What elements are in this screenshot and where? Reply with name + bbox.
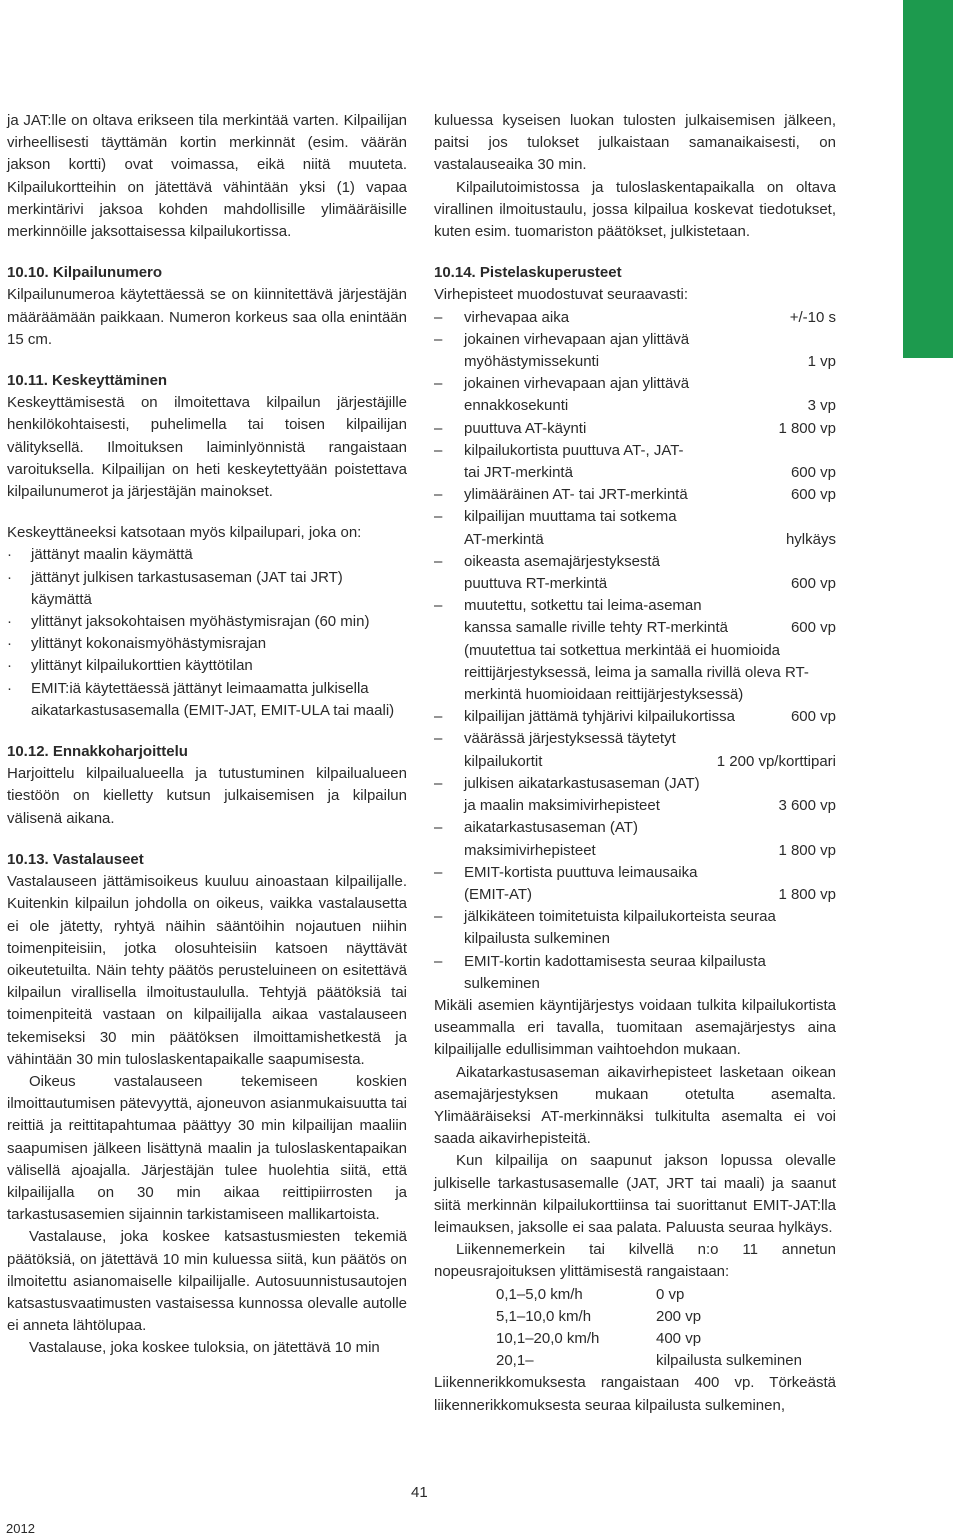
penalty-line [464,551,836,573]
penalty-value: 600 vp [790,708,836,726]
penalty-line [464,840,836,862]
penalty-item [434,307,836,329]
penalty-list [434,307,836,995]
vastalauseet-p3: Vastalause, joka koskee katsastusmiesten tekemiä päätöksiä, on jätettävä 10 min kuluessa siitä, kun päätös on ilmoitettu asianomaiselle kilpailijalle. Autosuunnistusautojen katsastusvaatimusten vastaisessa kunnossa olevalle autolle ei anneta lähtölupaa. [7,1228,407,1335]
penalty-line [464,462,836,484]
vastalauseet-p2: Oikeus vastalauseen tekemiseen koskien ilmoittautumisen pätevyyttä, ajoneuvon asianmukaisuutta tai reittiä ja reittitapahtumaa päättyy 30 min kilpailijan maaliin saapumisen jälkeen lisättynä maalin ja tuloslaskentapaikan välisellä ajoajalla. Järjestäjän tulee huolehtia siitä, että kilpailijalla on 30 min aikaa reittipiirrosten ja tarkastusasemien sijainnin tarkistamiseen mallikartoista. [7,1072,407,1224]
page-number: 41 [411,1484,428,1501]
penalty-value: 600 vp [790,486,836,504]
penalty-line [464,573,836,595]
penalty-value: hylkäys [785,530,836,548]
kayntijarjestys-paragraph: Mikäli asemien käyntijärjestys voidaan tulkita kilpailukortista useammalla eri tavalla, tuomitaan asemajärjestys aina kilpailijalle edullisimman vaihtoehdon mukaan. [434,996,836,1059]
penalty-item [434,862,836,906]
penalty-value: 1 800 vp [778,841,836,859]
penalty-text: – virhevapaa aika [464,308,570,326]
penalty-text: – väärässä järjestyksessä täytetyt [464,730,676,748]
penalty-line [464,529,836,551]
penalty-item [434,706,836,728]
penalty-item [434,906,836,950]
penalty-text: – ylimääräinen AT- tai JRT-merkintä [464,486,688,504]
heading-keskeyttaminen: 10.11. Keskeyttäminen [7,372,168,390]
penalty-text: ennakkosekunti [464,397,569,415]
penalty-text: (muutettua tai sotkettua merkintää ei huomioida reittijärjestyksessä, leima ja samalla rivillä oleva RT-merkintä huomioidaan reittijärjestyksessä) [464,641,809,704]
penalty-line [464,329,836,351]
penalty-line [464,706,836,728]
penalty-line [464,817,836,839]
list-item: · EMIT:iä käytettäessä jättänyt leimaamatta julkisella aikatarkastusasemalla (EMIT-JAT, EMIT-ULA tai maali) [7,678,407,722]
penalty-value: 1 vp [807,353,836,371]
speed-row [496,1306,836,1328]
penalty-text: – jokainen virhevapaan ajan ylittävä [464,375,690,393]
penalty-text: – kilpailijan muuttama tai sotkema [464,508,677,526]
list-item: · ylittänyt jaksokohtaisen myöhästymisrajan (60 min) [7,611,407,633]
vastalause-continuation: kuluessa kyseisen luokan tulosten julkaisemisen jälkeen, paitsi jos tulokset julkaistaan samanaikaisesti, on vastalauseaika 30 min. [434,112,836,174]
speed-range: 20,1– [496,1352,534,1370]
penalty-item [434,728,836,772]
penalty-text: – EMIT-kortin kadottamisesta seuraa kilpailusta sulkeminen [464,952,766,992]
penalty-text: kilpailukortit [464,752,543,770]
penalty-line [464,373,836,395]
heading-pistelaskuperusteet: 10.14. Pistelaskuperusteet [434,264,622,282]
speed-penalty-table [434,1284,836,1373]
penalty-line [464,951,836,995]
penalty-value: +/-10 s [789,308,836,326]
speed-penalty: 0 vp [656,1285,685,1303]
speed-row [496,1328,836,1350]
penalty-text: puuttuva RT-merkintä [464,575,608,593]
right-column [434,110,836,1417]
penalty-value: 600 vp [790,575,836,593]
penalty-value: 600 vp [790,619,836,637]
penalty-line [464,906,836,950]
penalty-value: 3 vp [807,397,836,415]
penalty-item [434,329,836,373]
penalty-value: 1 200 vp/korttipari [716,752,836,770]
penalty-text: maksimivirhepisteet [464,841,596,859]
penalty-line [464,795,836,817]
penalty-text: – aikatarkastusaseman (AT) [464,819,638,837]
vastalauseet-p1: Vastalauseen jättämisoikeus kuuluu ainoastaan kilpailijalle. Kuitenkin kilpailun johdolla on oikeus, vaikka vastalausetta ei ole jätetty, ryhtyä näihin sääntöihin nojautuen niihin toimenpiteisiin, jotka olosuhteisiin katsoen näyttävät oikeutetuilta. Näin tehty päätös perusteluineen on esitettävä kilpailun virallisella ilmoitustaululla. Tehtyjä päätöksiä tai toimenpiteitä vastaan on kilpailijalla aikaa vastalauseen tekemiseksi 30 min päätöksen ilmoittamishetkestä ja vähintään 30 min tuloslaskentapaikalle saapumisesta. [7,873,407,1068]
penalty-text: – puuttuva AT-käynti [464,419,587,437]
penalty-item [434,506,836,550]
penalty-text: – jokainen virhevapaan ajan ylittävä [464,330,690,348]
speed-range: 5,1–10,0 km/h [496,1307,592,1325]
penalty-value: 3 600 vp [778,797,836,815]
jakson-loppu-paragraph: Kun kilpailija on saapunut jakson lopussa olevalle julkiselle tarkastusasemalle (JAT, JRT tai maali) ja saanut siitä merkinnän kilpailukorttiinsa tai suorittanut EMIT-JAT:lla leimauksen, jaksolle ei saa palata. Paluusta seuraa hylkäys. [434,1152,836,1236]
penalty-item [434,373,836,417]
penalty-item [434,551,836,595]
penalty-line [464,773,836,795]
penalty-line [464,617,836,639]
penalty-text: AT-merkintä [464,530,544,548]
speed-penalty: 200 vp [656,1307,702,1325]
penalty-item [434,595,836,706]
speed-penalty: kilpailusta sulkeminen [656,1352,802,1370]
heading-kilpailunumero: 10.10. Kilpailunumero [7,264,163,282]
penalty-line [464,506,836,528]
speed-row [496,1350,836,1372]
penalty-line [464,884,836,906]
keskeyttaminen-text: Keskeyttämisestä on ilmoitettava kilpailun järjestäjille henkilökohtaisesti, puhelimella tai toisen kilpailijan välityksellä. Ilmoituksen laiminlyönnistä rangaistaan varoituksella. Kilpailijan on heti keskeytettyään poistettava kilpailunumerot ja järjestäjän mainokset. [7,394,407,501]
penalty-value: 1 800 vp [778,419,836,437]
penalty-text: – kilpailukortista puuttuva AT-, JAT- [464,441,684,459]
penalty-text: kanssa samalle riville tehty RT-merkintä [464,619,728,637]
penalty-text: myöhästymissekunti [464,353,600,371]
ilmoitustaulu-paragraph: Kilpailutoimistossa ja tuloslaskentapaikalla on oltava virallinen ilmoitustaulu, jossa kilpailua koskevat tiedotukset, kuten esim. tuomariston päätökset, julkistetaan. [434,178,836,241]
penalty-text: – oikeasta asemajärjestyksestä [464,552,660,570]
list-item: · ylittänyt kilpailukorttien käyttötilan [7,655,407,677]
penalty-line [464,751,836,773]
liikennerikkomus-paragraph: Liikennerikkomuksesta rangaistaan 400 vp. Törkeästä liikennerikkomuksesta seuraa kilpailusta sulkeminen, [434,1374,836,1414]
penalty-item [434,418,836,440]
kilpailunumero-text: Kilpailunumeroa käytettäessä se on kiinnitettävä järjestäjän määräämään paikkaan. Numeron korkeus saa olla enintään 15 cm. [7,286,407,348]
penalty-line [464,395,836,417]
penalty-line [464,595,836,617]
penalty-line [464,307,836,329]
aikavirhepisteet-paragraph: Aikatarkastusaseman aikavirhepisteet lasketaan oikean asemajärjestyksen mukaan otetulta asemalta. Ylimääräiseksi AT-merkinnäksi tulkitulta asemalta ei voi saada aikavirhepisteitä. [434,1063,836,1148]
pistelasku-intro: Virhepisteet muodostuvat seuraavasti: [434,286,689,304]
keskeyttaneeksi-intro: Keskeyttäneeksi katsotaan myös kilpailupari, joka on: [7,524,362,542]
penalty-text: ja maalin maksimivirhepisteet [464,797,660,815]
penalty-text: – EMIT-kortista puuttuva leimausaika [464,863,698,881]
speed-range: 0,1–5,0 km/h [496,1285,583,1303]
penalty-line [464,484,836,506]
vastalauseet-p4: Vastalause, joka koskee tuloksia, on jätettävä 10 min [29,1339,380,1357]
speed-penalty: 400 vp [656,1329,702,1347]
penalty-line [464,862,836,884]
penalty-line [464,640,836,707]
penalty-value: 600 vp [790,464,836,482]
intro-paragraph: ja JAT:lle on oltava erikseen tila merkintää varten. Kilpailijan virheellisesti täyttämän kortin merkinnät (esim. väärän jakson kortti) ovat voimassa, eikä niitä muuteta. Kilpailukortteihin on jätettävä vähintään yksi (1) vapaa merkintärivi jaksoa kohden mahdollisille ylimääräisille merkinnöille jaksottaisessa kilpailukortissa. [7,112,407,241]
penalty-text: – kilpailijan jättämä tyhjärivi kilpailukortissa [464,708,735,726]
penalty-item [434,484,836,506]
penalty-text: (EMIT-AT) [464,885,533,903]
penalty-text: – muutettu, sotkettu tai leima-aseman [464,597,702,615]
speed-row [496,1284,836,1306]
penalty-item [434,951,836,995]
left-column [7,110,407,1360]
penalty-item [434,817,836,861]
penalty-line [464,418,836,440]
penalty-line [464,351,836,373]
list-item: · jättänyt maalin käymättä [7,544,407,566]
penalty-line [464,440,836,462]
nopeusrajoitus-paragraph: Liikennemerkein tai kilvellä n:o 11 annetun nopeusrajoituksen ylittämisestä rangaistaan: [434,1241,836,1281]
penalty-text: tai JRT-merkintä [464,464,573,482]
heading-vastalauseet: 10.13. Vastalauseet [7,850,144,868]
penalty-text: – julkisen aikatarkastusaseman (JAT) [464,774,700,792]
penalty-line [464,728,836,750]
list-item: · ylittänyt kokonaismyöhästymisrajan [7,633,407,655]
penalty-item [434,440,836,484]
section-tab [903,0,953,358]
ennakkoharjoittelu-text: Harjoittelu kilpailualueella ja tutustuminen kilpailualueen tiestöön on kielletty kutsun julkaisemisen ja kilpailun välisenä aikana. [7,765,407,827]
list-item: · jättänyt julkisen tarkastusaseman (JAT tai JRT) käymättä [7,567,407,611]
penalty-text: – jälkikäteen toimitetuista kilpailukorteista seuraa kilpailusta sulkeminen [464,908,776,948]
footer-year: 2012 [6,1521,35,1536]
speed-range: 10,1–20,0 km/h [496,1329,600,1347]
keskeyttaneeksi-list [7,544,407,722]
penalty-value: 1 800 vp [778,885,836,903]
heading-ennakkoharjoittelu: 10.12. Ennakkoharjoittelu [7,743,188,761]
penalty-item [434,773,836,817]
